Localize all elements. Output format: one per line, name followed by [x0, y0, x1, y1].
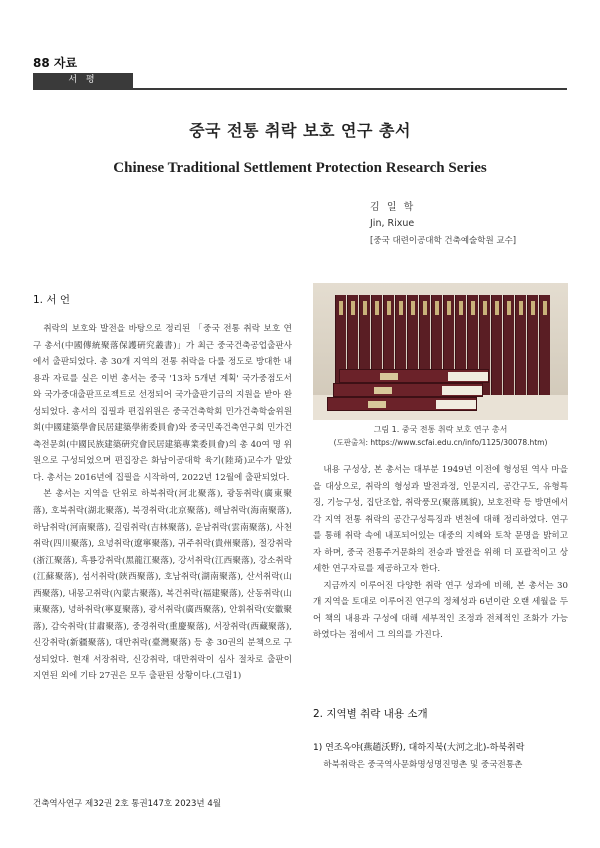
paragraph: 본 총서는 지역을 단위로 하북취락(河北聚落), 광동취락(廣東聚落), 호북취락(湖北聚落), 북경취락(北京聚落), 해남취락(海南聚落), 하남취락(河南聚落), 길림취락(吉林聚落), 운남취락(雲南聚落), 사천취락(四川聚落), 요녕취락(遼寧聚落), 귀주취락(貴州聚落), 절강취락(浙江聚落), 흑룡강취락(黑龍江聚落), 강서취락(江西聚落), 강소취락(江蘇聚落), 섬서취락(陝西聚落), 호남취락(湖南聚落), 산서취락(山西聚落), 내몽고취락(內蒙古聚落), 복건취락(福建聚落), 산동취락(山東聚落), 녕하취락(寧夏聚落), 광서취락(廣西聚落), 안휘취락(安徽聚落), 감숙취락(甘肅聚落), 중경취락(重慶聚落), 서장취락(西藏聚落), 신강취락(新疆聚落), 대만취락(臺灣聚落) 등 총 30권의 분책으로 구성되었다. 현재 서장취락, 신강취락, 대만취락이 심사 절차로 출판이 지연된 외에 기타 27권은 모두 출판된 상황이다.(그림1) — [33, 489, 292, 682]
section-tag: 서 평 — [33, 73, 133, 88]
figure-source: (도판출처: https://www.scfai.edu.cn/info/1125/30078.htm) — [333, 438, 548, 447]
subsection-heading: 1) 연조옥야(燕趙沃野), 대하지북(大河之北)-하북취락 — [313, 743, 525, 753]
paragraph: 취락의 보호와 발전을 바탕으로 정리된 「중국 전통 취락 보호 연구 총서(中國傳統聚落保護硏究叢書)」가 최근 중국건축공업출판사에서 출판되었다. 총 30개 지역의 전통 취락을 다룰 정도로 방대한 내용과 자료를 실은 이번 총서는 중국 '13차 5개년 계획' 국가중점도서와 국가중대출판프로젝트로 선정되어 국가출판기금의 지원을 받아 완성되었다. 총서의 집필과 편집위원은 중국건축학회 민가건축학술위원회(中國建築學會民居建築學術委員會)와 중국민족건축연구회 민가건축전문회(中國民族建築硏究會民居建築專業委員會)의 총 40여 명 위원으로 구성되었으며 편집장은 화남이공대학 육기(陸琦)교수가 맡았다. 총서는 2016년에 집필을 시작하여, 2022년 12월에 출판되었다. — [33, 324, 292, 483]
book-series-photo — [313, 283, 568, 420]
section-heading-regional: 2. 지역별 취락 내용 소개 — [313, 708, 428, 720]
left-column — [33, 321, 292, 685]
right-column — [313, 462, 568, 644]
author-name-korean: 김 일 학 — [370, 202, 416, 213]
title-korean: 중국 전통 취락 보호 연구 총서 — [189, 121, 411, 140]
section-heading-intro: 1. 서 언 — [33, 294, 70, 306]
footer-citation: 건축역사연구 제32권 2호 통권147호 2023년 4월 — [33, 799, 221, 809]
author-affiliation: [중국 대련이공대학 건축예술학원 교수] — [370, 236, 517, 246]
page-label: 88 자료 — [33, 56, 78, 70]
paragraph: 지금까지 이루어진 다양한 취락 연구 성과에 비해, 본 총서는 30개 지역을 토대로 이루어진 연구의 정체성과 6년이란 오랜 세월을 두어 책의 내용과 구성에 대해 세부적인 조정과 전체적인 조화가 가능하였다는 점에서 그 의의를 가진다. — [313, 580, 568, 641]
figure-caption: 그림 1. 중국 전통 취락 보호 연구 총서 — [373, 425, 508, 434]
subsection-text: 하북취락은 중국역사문화명성명진명촌 및 중국전통촌 — [323, 760, 523, 770]
paragraph: 내용 구성상, 본 총서는 대부분 1949년 이전에 형성된 역사 마을을 대상으로, 취락의 형성과 발전과정, 인문지리, 공간구도, 유형특징, 기능구성, 집단조합, 취락풍모(聚落風貌), 보호전략 등 방면에서 각 지역 전통 취락의 공간구성특징과 변천에 대해 정리하였다. 연구를 통해 취락 속에 내포되어있는 대중의 지혜와 토착 문명을 밝히고자 하며, 중국 전통주거문화의 전승과 발전을 위해 더 포괄적이고 상세한 연구자료를 제공하고자 한다. — [313, 465, 568, 575]
author-name-english: Jin, Rixue — [370, 218, 415, 229]
header-rule — [33, 88, 567, 90]
title-english: Chinese Traditional Settlement Protection Research Series — [113, 160, 487, 176]
